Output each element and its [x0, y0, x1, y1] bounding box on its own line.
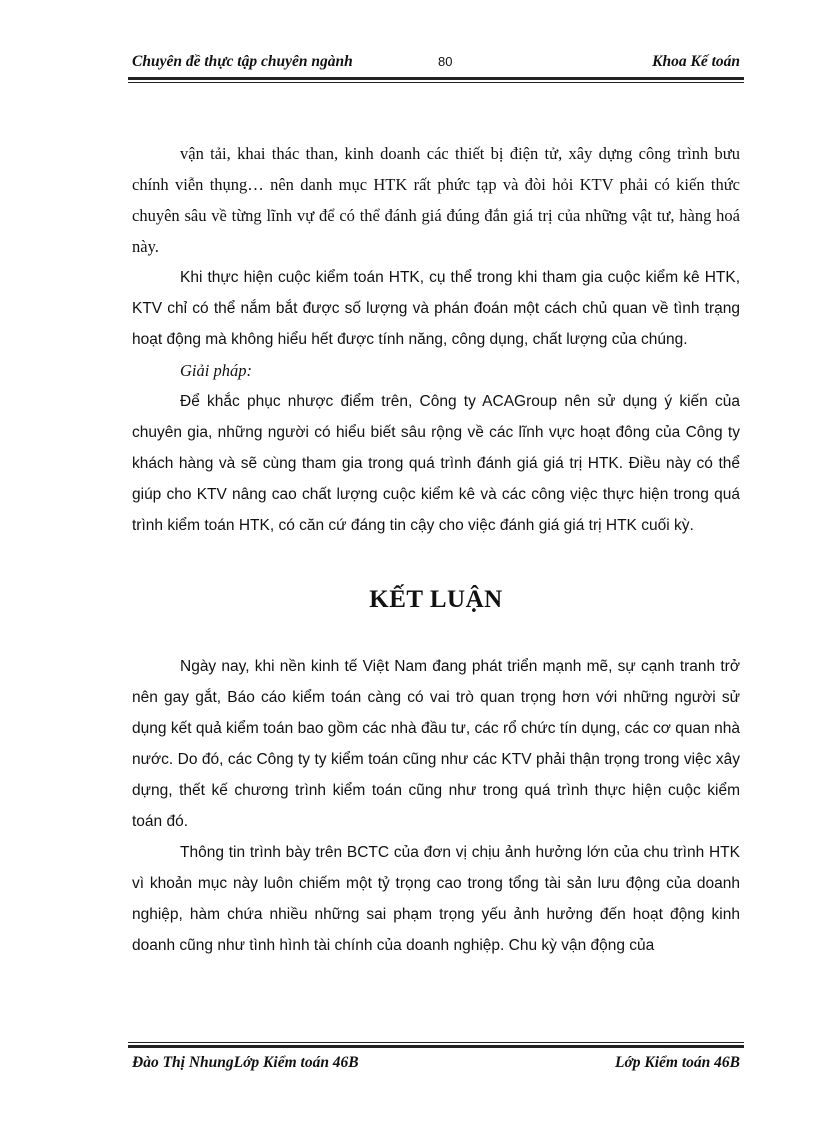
- conclusion-paragraph-1: Ngày nay, khi nền kinh tế Việt Nam đang phát triển mạnh mẽ, sự cạnh tranh trở nên gay gắt, Báo cáo kiểm toán càng có vai trò quan trọng hơn với những người sử dụng kết quả kiểm toán bao gồm các nhà đầu tư, các rổ chức tín dụng, các cơ quan nhà nước. Do đó, các Công ty ty kiểm toán cũng như các KTV phải thận trọng trong việc xây dựng, thết kế chương trình kiểm toán cũng như trong quá trình thực hiện cuộc kiểm toán đó.: [132, 658, 740, 830]
- conclusion-title: KẾT LUẬN: [369, 586, 503, 613]
- page-footer: [128, 1052, 744, 1078]
- header-rule-thin: [128, 82, 744, 83]
- body-section-2: [132, 651, 740, 961]
- footer-author: Đào Thị NhungLớp Kiểm toán 46B: [132, 1054, 359, 1071]
- body-section-1: [132, 138, 740, 541]
- header-page-number: 80: [438, 54, 453, 69]
- footer-class: Lớp Kiểm toán 46B: [614, 1054, 740, 1071]
- conclusion-paragraph-2: Thông tin trình bày trên BCTC của đơn vị chịu ảnh hưởng lớn của chu trình HTK vì khoản mục này luôn chiếm một tỷ trọng cao trong tổng tài sản lưu động của doanh nghiệp, hàm chứa nhiều những sai phạm trọng yếu ảnh hưởng đến hoạt động kinh doanh cũng như tình hình tài chính của doanh nghiệp. Chu kỳ vận động của: [132, 844, 740, 954]
- footer-rule-thick: [128, 1045, 744, 1048]
- solution-label: Giải pháp:: [180, 361, 252, 380]
- footer-rule-thin: [128, 1042, 744, 1043]
- header-department: Khoa Kế toán: [652, 53, 740, 70]
- header-rule-thick: [128, 77, 744, 80]
- header-course-title: Chuyên đề thực tập chuyên ngành: [132, 53, 353, 70]
- body-paragraph-3: Để khắc phục nhược điểm trên, Công ty ACAGroup nên sử dụng ý kiến của chuyên gia, những người có hiểu biết sâu rộng về các lĩnh vực hoạt đông của Công ty khách hàng và sẽ cùng tham gia trong quá trình đánh giá giá trị HTK. Điều này có thể giúp cho KTV nâng cao chất lượng cuộc kiểm kê và các công việc thực hiện trong quá trình kiểm toán HTK, có căn cứ đáng tin cậy cho việc đánh giá giá trị HTK cuối kỳ.: [132, 393, 740, 534]
- body-paragraph-2: Khi thực hiện cuộc kiểm toán HTK, cụ thể trong khi tham gia cuộc kiểm kê HTK, KTV chỉ có thể nắm bắt được số lượng và phán đoán một cách chủ quan về tình trạng hoạt động mà không hiểu hết được tính năng, công dụng, chất lượng của chúng.: [132, 269, 740, 348]
- body-paragraph-1: vận tải, khai thác than, kinh doanh các thiết bị điện tử, xây dựng công trình bưu chính viễn thụng… nên danh mục HTK rất phức tạp và đòi hỏi KTV phải có kiến thức chuyên sâu về từng lĩnh vự để có thể đánh giá đúng đắn giá trị của những vật tư, hàng hoá này.: [132, 144, 740, 256]
- page-header: [128, 50, 744, 76]
